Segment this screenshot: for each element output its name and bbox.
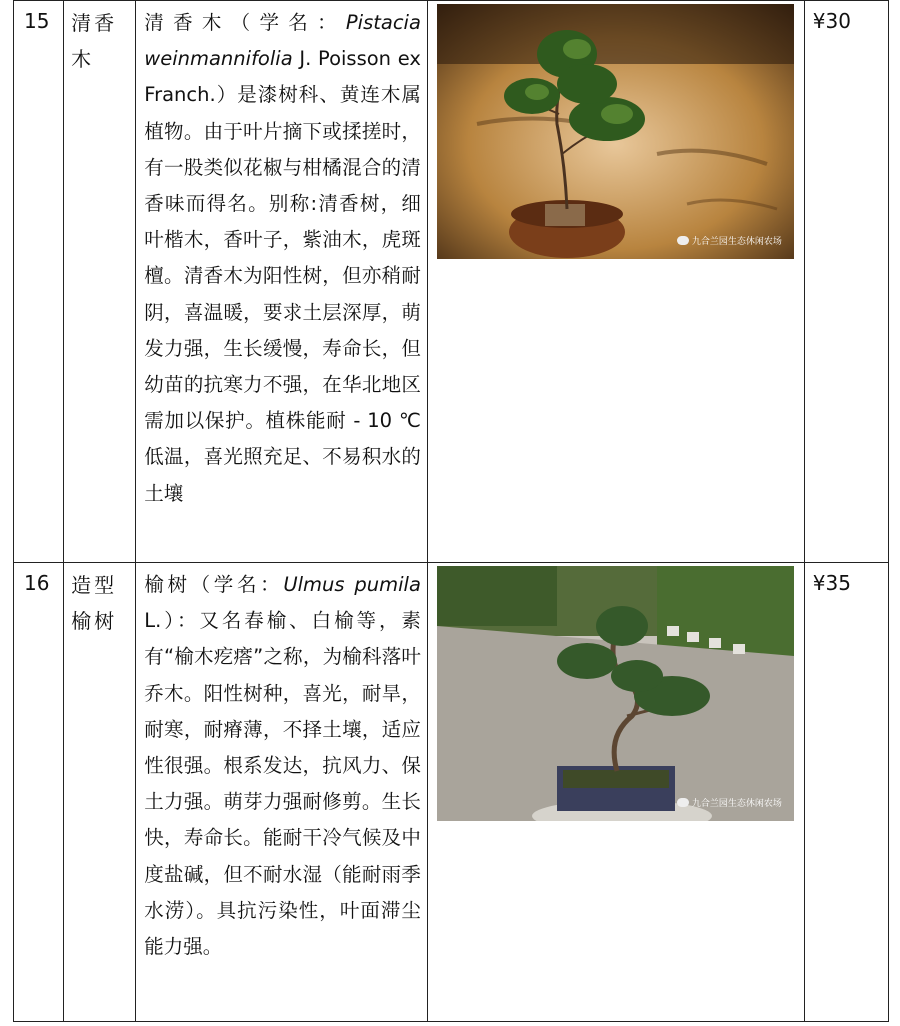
price: ¥30 bbox=[812, 9, 851, 33]
price-cell bbox=[804, 1, 888, 563]
plant-description bbox=[136, 563, 427, 965]
table-row bbox=[14, 1, 889, 563]
description-body: J. Poisson ex Franch.）是漆树科、黄连木属植物。由于叶片摘下或揉搓时，有一股类似花椒与柑橘混合的清香味而得名。别称:清香树，细叶楷木，香叶子，紫油木，虎斑檀。清香木为阳性树，但亦稍耐阴，喜温暖，要求土层深厚，萌发力强，生长缓慢，寿命长，但幼苗的抗寒力不强，在华北地区需加以保护。植株能耐 - 10 ℃低温，喜光照充足、不易积水的土壤 bbox=[144, 47, 421, 505]
price: ¥35 bbox=[812, 571, 851, 595]
plant-name-cell bbox=[64, 1, 136, 563]
watermark-text: 九合兰园生态休闲农场 bbox=[691, 799, 782, 809]
row-number-cell bbox=[14, 1, 64, 563]
description-intro: 清香木（学名： bbox=[144, 11, 346, 34]
plant-name-cell bbox=[64, 563, 136, 1022]
plant-catalog-table bbox=[13, 0, 889, 1022]
photo-watermark bbox=[677, 796, 782, 809]
description-intro: 榆树（学名： bbox=[144, 573, 284, 596]
photo-cell bbox=[427, 563, 804, 1022]
description-body: L.）：又名春榆、白榆等，素有“榆木疙瘩”之称，为榆科落叶乔木。阳性树种，喜光，耐旱，耐寒，耐瘠薄，不择土壤，适应性很强。根系发达，抗风力、保土力强。萌芽力强耐修剪。生长快，寿命长。能耐干冷气候及中度盐碱，但不耐水湿（能耐雨季水涝）。具抗污染性，叶面滞尘能力强。 bbox=[144, 609, 421, 959]
plant-name: 造型榆树 bbox=[71, 573, 118, 633]
photo-watermark bbox=[677, 234, 782, 247]
row-number-cell bbox=[14, 563, 64, 1022]
description-cell bbox=[136, 563, 428, 1022]
plant-description bbox=[136, 1, 427, 512]
row-number: 15 bbox=[24, 9, 50, 33]
table-row bbox=[14, 563, 889, 1022]
watermark-text: 九合兰园生态休闲农场 bbox=[691, 237, 782, 247]
price-cell bbox=[804, 563, 888, 1022]
wechat-icon bbox=[677, 236, 689, 245]
description-cell bbox=[136, 1, 428, 563]
plant-photo-pistacia bbox=[437, 4, 794, 259]
plant-photo-ulmus bbox=[437, 566, 794, 821]
wechat-icon bbox=[677, 798, 689, 807]
row-number: 16 bbox=[24, 571, 50, 595]
latin-name: Pistacia weinmannifolia bbox=[144, 11, 421, 71]
plant-name: 清香木 bbox=[71, 11, 118, 71]
latin-name: Ulmus pumila bbox=[283, 573, 421, 596]
photo-cell bbox=[427, 1, 804, 563]
